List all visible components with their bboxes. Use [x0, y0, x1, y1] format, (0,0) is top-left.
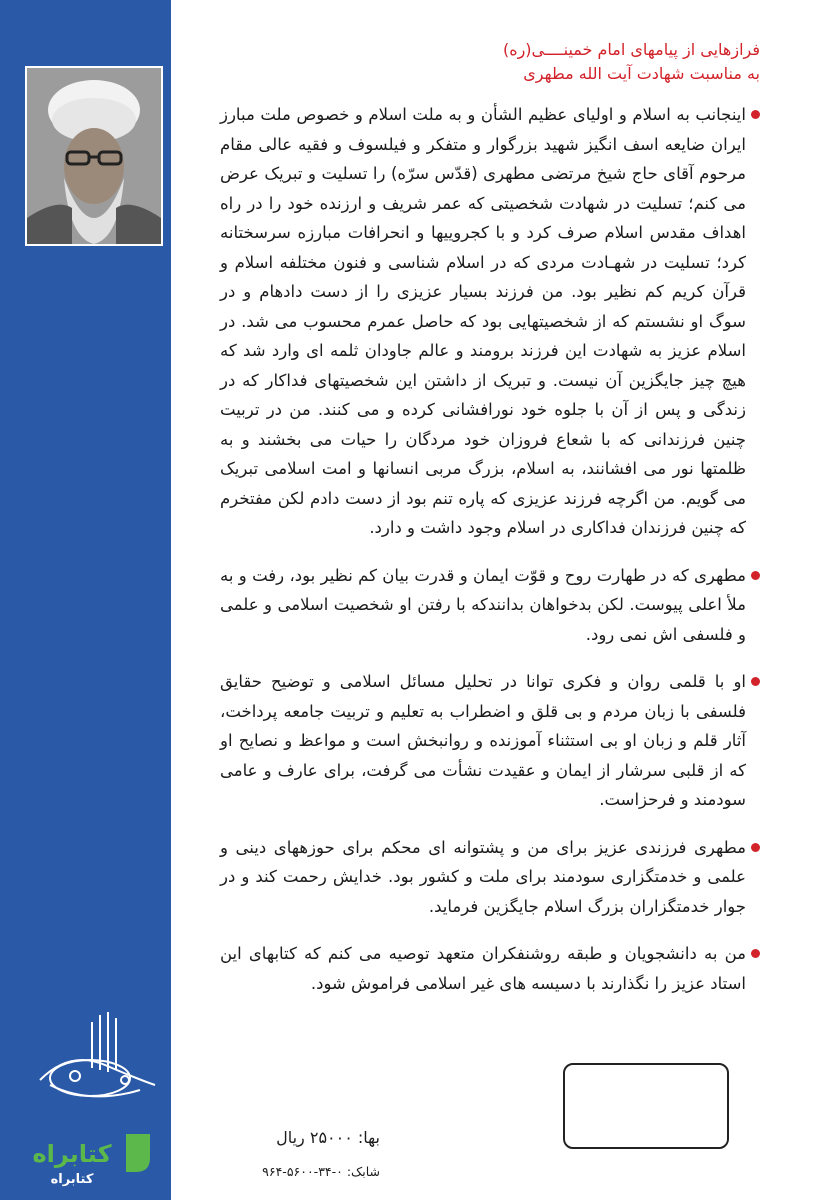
heading-line-2: به مناسبت شهادت آیت الله مطهری	[523, 64, 760, 83]
calligraphy-seal	[30, 1010, 162, 1105]
heading-line-1: فرازهایی از پیامهای امام خمینــــی(ره)	[502, 40, 760, 59]
red-bullet-icon	[751, 677, 760, 686]
paragraph-text: اینجانب به اسلام و اولیای عظیم الشأن و به ملت اسلام و خصوص ملت مبارز ایران ضایعه اسف انگیز شهید بزرگوار و متفکر و فیلسوف و فقیه عالی مقام مرحوم آقای حاج شیخ مرتضی مطهری (قدّس سرّه) را تسلیت و تبریک عرض می کنم؛ تسلیت در شهادت شخصیتی که عمر شریف و ارزنده خود را در راه اهداف مقدس اسلام صرف کرد و با کجروییها و انحرافات مبارزه سرسختانه کرد؛ تسلیت در شهـادت مردی که در اسلام شناسی و فنون مختلفه اسلام و قرآن کریم کم نظیر بود. من فرزند بسیار عزیزی را از دست دادهام و در سوگ او نشستم که از شخصیتهایی بود که حاصل عمرم محسوب می شد. در اسلام عزیز به شهادت این فرزند برومند و عالم جاودان ثلمه ای وارد شد که هیچ چیز جایگزین آن نیست. و تبریک از داشتن این شخصیتهای فداکار که در زندگی و پس از آن با جلوه خود نورافشانی کرده و می کنند. من در تربیت چنین فرزندانی که با شعاع فروزان خود مردگان را حیات می بخشند و به ظلمتها نور می افشانند، به اسلام، بزرگ مربی انسانها و امت اسلامی تبریک می گویم. من اگرچه فرزند عزیزی که پاره تنم بود از دست دادم لکن مفتخرم که چنین فرزندان فداکاری در اسلام وجود داشت و دارد.	[220, 105, 746, 537]
logo-text: کتابراه	[32, 1140, 112, 1168]
price-label: بها: ۲۵۰۰۰ ریال	[276, 1128, 380, 1147]
isbn-label: شابک: ۰-۳۴-۵۶۰۰-۹۶۴	[262, 1164, 380, 1179]
red-bullet-icon	[751, 949, 760, 958]
portrait-image	[27, 68, 161, 244]
red-bullet-icon	[751, 110, 760, 119]
quote-paragraph	[220, 100, 760, 543]
paragraph-text: او با قلمی روان و فکری توانا در تحلیل مسائل اسلامی و توضیح حقایق فلسفی با زبان مردم و بی قلق و اضطراب به تعلیم و تربیت جامعه پرداخت، آثار قلم و زبان او بی استثناء آموزنده و روانبخش است و مواعظ و نصایح او که از قلبی سرشار از ایمان و عقیدت نشأت می گرفت، برای عارف و عامی سودمند و فرحزاست.	[220, 672, 746, 809]
paragraph-text: مطهری که در طهارت روح و قوّت ایمان و قدرت بیان کم نظیر بود، رفت و به ملأ اعلی پیوست. لکن بدخواهان بدانندکه با رفتن او شخصیت اسلامی و علمی و فلسفی اش نمی رود.	[220, 565, 746, 644]
leaf-icon	[126, 1134, 150, 1172]
author-portrait	[25, 66, 163, 246]
red-bullet-icon	[751, 571, 760, 580]
quote-paragraph	[220, 561, 760, 650]
ketabrah-logo	[14, 1128, 156, 1188]
red-bullet-icon	[751, 843, 760, 852]
paragraph-text: من به دانشجویان و طبقه روشنفکران متعهد توصیه می کنم که کتابهای این استاد عزیز را نگذارند با دسیسه های غیر اسلامی فراموش شود.	[220, 944, 746, 993]
barcode-box	[563, 1063, 729, 1149]
quote-paragraph	[220, 833, 760, 922]
back-cover-text	[220, 38, 760, 1016]
quote-paragraph	[220, 939, 760, 998]
paragraph-text: مطهری فرزندی عزیز برای من و پشتوانه ای محکم برای حوزههای دینی و علمی و خدمتگزاری سودمند برای ملت و کشور بود. خدایش رحمت کند و در جوار خدمتگزاران بزرگ اسلام جایگزین فرماید.	[220, 837, 746, 916]
quote-paragraph	[220, 667, 760, 815]
logo-subtext: کتابراه	[50, 1172, 94, 1187]
